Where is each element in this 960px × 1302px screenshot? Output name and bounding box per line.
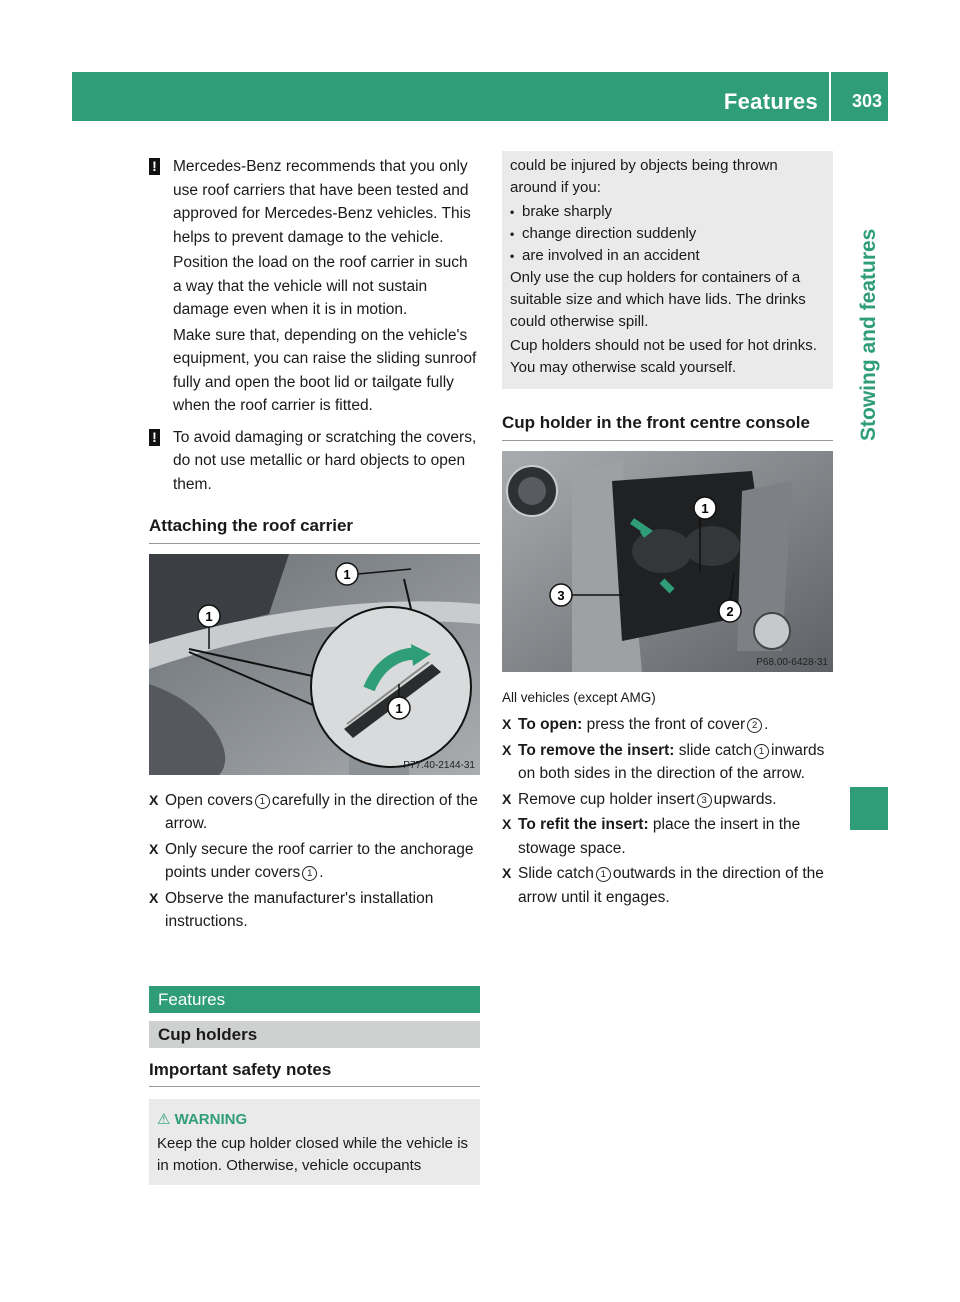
- svg-text:3: 3: [557, 587, 565, 603]
- left-column: [149, 155, 480, 1185]
- chapter-title: Features: [723, 89, 818, 114]
- section-heading: Cup holder in the front centre console: [502, 411, 833, 441]
- warning-triangle-icon: ⚠: [157, 1111, 171, 1128]
- exclamation-icon: !: [149, 158, 160, 175]
- page-number: 303: [851, 91, 882, 111]
- note-paragraph: Position the load on the roof carrier in such a way that the vehicle will not sustain damage even when it is in motion.: [173, 254, 468, 318]
- instruction-step: X To open: press the front of cover 2 .: [502, 713, 833, 737]
- note-paragraph: To avoid damaging or scratching the covers, do not use metallic or hard objects to open them.: [173, 428, 477, 493]
- callout-1: [694, 497, 716, 519]
- right-steps: [502, 713, 833, 909]
- warning-continuation-box: [502, 151, 833, 389]
- instruction-step: X Remove cup holder insert 3 upwards.: [502, 788, 833, 812]
- instruction-step: X Observe the manufacturer's installation instructions.: [149, 887, 480, 934]
- side-tab-label: Stowing and features: [857, 228, 880, 441]
- callout-number: 2: [747, 718, 762, 733]
- step-marker-icon: X: [149, 889, 159, 906]
- right-column: [502, 155, 833, 911]
- note-covers: [149, 426, 480, 497]
- instruction-step: X Only secure the roof carrier to the anchorage points under covers 1 .: [149, 838, 480, 885]
- callout-1-left: [198, 605, 220, 627]
- instruction-step: X To refit the insert: place the insert in the stowage space.: [502, 813, 833, 860]
- callout-1-top: [336, 563, 358, 585]
- figure-code: P77.40-2144-31: [403, 759, 475, 771]
- svg-text:1: 1: [395, 700, 403, 716]
- note-paragraph: Make sure that, depending on the vehicle's equipment, you can raise the sliding sunroof fully and open the boot lid or tailgate fully when the roof carrier is fitted.: [173, 326, 477, 414]
- instruction-step: X Slide catch 1 outwards in the direction of the arrow until it engages.: [502, 862, 833, 909]
- warning-bullet: • change direction suddenly: [510, 225, 697, 242]
- step-marker-icon: X: [502, 865, 512, 881]
- warning-intro: could be injured by objects being thrown around if you:: [510, 157, 778, 196]
- instruction-step: X Open covers 1 carefully in the direction of the arrow.: [149, 789, 480, 836]
- left-steps: [149, 789, 480, 934]
- side-tab: [850, 121, 888, 831]
- note-roof-carrier: [149, 155, 480, 418]
- step-marker-icon: X: [149, 840, 159, 857]
- cup-holders-band: Cup holders: [149, 1021, 480, 1048]
- svg-text:1: 1: [343, 566, 351, 582]
- svg-text:1: 1: [205, 608, 213, 624]
- svg-text:2: 2: [726, 603, 734, 619]
- step-marker-icon: X: [502, 741, 512, 758]
- cup-holder-illustration: [502, 451, 833, 672]
- callout-number: 1: [754, 744, 769, 759]
- roof-carrier-illustration: [149, 554, 480, 775]
- figure-code: P68.00-6428-31: [756, 656, 828, 668]
- callout-number: 1: [302, 866, 317, 881]
- callout-number: 1: [596, 867, 611, 882]
- step-marker-icon: X: [149, 791, 159, 808]
- step-marker-icon: X: [502, 716, 512, 732]
- callout-3: [550, 584, 572, 606]
- warning-title: ⚠ WARNING: [157, 1111, 248, 1128]
- cup-holder-figure: [502, 451, 833, 672]
- warning-text: Keep the cup holder closed while the vehicle is in motion. Otherwise, vehicle occupants: [157, 1135, 469, 1174]
- step-marker-icon: X: [502, 816, 512, 832]
- section-heading: Attaching the roof carrier: [149, 514, 480, 544]
- roof-carrier-figure: [149, 554, 480, 775]
- exclamation-icon: !: [149, 429, 160, 446]
- warning-paragraph: Only use the cup holders for containers of a suitable size and which have lids. The drinks could otherwise spill.: [510, 269, 806, 330]
- figure-caption: All vehicles (except AMG): [502, 689, 656, 705]
- features-band: Features: [149, 986, 480, 1013]
- side-tab-marker: [850, 787, 888, 830]
- warning-bullet: • are involved in an accident: [510, 247, 700, 264]
- step-marker-icon: X: [502, 790, 512, 807]
- callout-2: [719, 600, 741, 622]
- callout-number: 3: [697, 793, 712, 808]
- note-paragraph: Mercedes-Benz recommends that you only use roof carriers that have been tested and approved for Mercedes-Benz vehicles. This helps to prevent damage to the vehicle.: [173, 158, 471, 246]
- instruction-step: X To remove the insert: slide catch 1 inwards on both sides in the direction of the arrow.: [502, 739, 833, 786]
- svg-text:1: 1: [701, 500, 709, 516]
- callout-number: 1: [255, 794, 270, 809]
- warning-box: [149, 1099, 480, 1185]
- page-header: [72, 72, 888, 121]
- header-divider: [829, 72, 831, 121]
- section-heading: Important safety notes: [149, 1058, 480, 1088]
- warning-bullet: • brake sharply: [510, 203, 613, 220]
- callout-1-inset: [388, 697, 410, 719]
- warning-paragraph: Cup holders should not be used for hot drinks. You may otherwise scald yourself.: [510, 337, 817, 376]
